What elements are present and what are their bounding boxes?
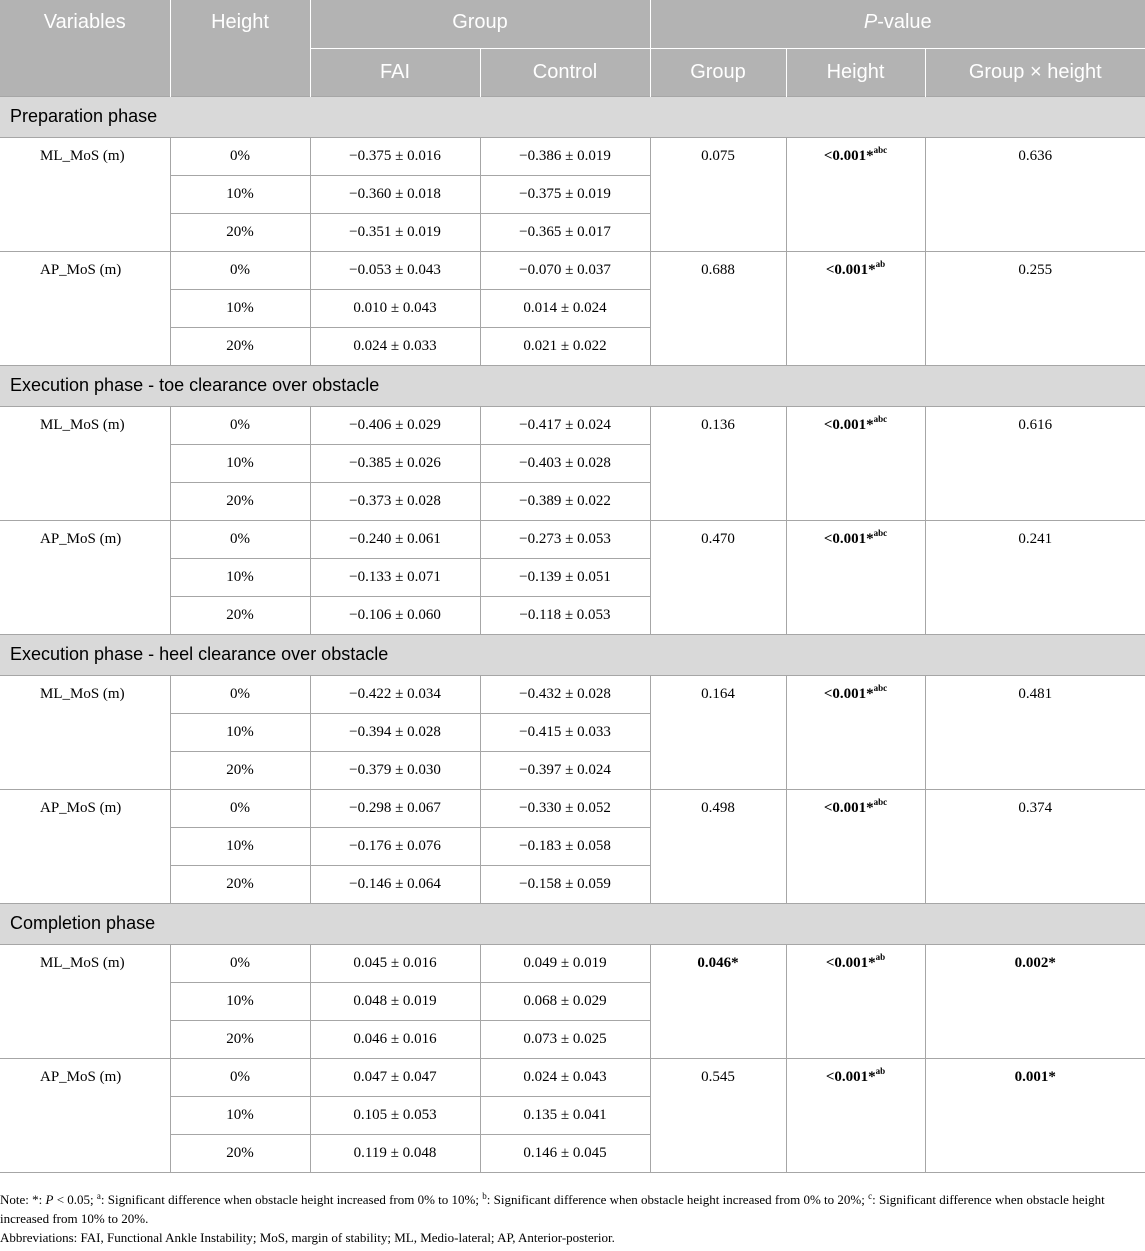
variable-name: AP_MoS (m) xyxy=(0,789,170,903)
header-p-height: Height xyxy=(786,48,925,96)
variable-name: ML_MoS (m) xyxy=(0,944,170,1058)
variable-name: AP_MoS (m) xyxy=(0,251,170,365)
cell-control: 0.021 ± 0.022 xyxy=(480,327,650,365)
cell-height: 20% xyxy=(170,596,310,634)
section-row xyxy=(0,903,1145,944)
section-row xyxy=(0,634,1145,675)
cell-fai: −0.375 ± 0.016 xyxy=(310,137,480,175)
cell-fai: −0.053 ± 0.043 xyxy=(310,251,480,289)
p-group-value: 0.075 xyxy=(650,137,786,251)
p-group-value: 0.136 xyxy=(650,406,786,520)
p-interaction-value: 0.001* xyxy=(925,1058,1145,1172)
table-row xyxy=(0,789,1145,827)
section-title: Execution phase - toe clearance over obstacle xyxy=(0,365,1145,406)
p-group-value: 0.164 xyxy=(650,675,786,789)
p-height-text: <0.001* xyxy=(825,954,876,971)
note-line: Note: *: P < 0.05; $^a$: Significant difference when obstacle height increased from 0% to 10%; $^b$: Significant difference when obstacle height increased from 0% to 20%; $^c$: Significant difference when obstacle height increased from 10% to 20%. xyxy=(0,1191,1105,1226)
cell-fai: −0.240 ± 0.061 xyxy=(310,520,480,558)
cell-control: −0.330 ± 0.052 xyxy=(480,789,650,827)
header-variables: Variables xyxy=(0,0,170,96)
cell-fai: 0.046 ± 0.016 xyxy=(310,1020,480,1058)
p-interaction-value: 0.636 xyxy=(925,137,1145,251)
table-row xyxy=(0,406,1145,444)
cell-height: 20% xyxy=(170,327,310,365)
cell-fai: −0.176 ± 0.076 xyxy=(310,827,480,865)
section-row xyxy=(0,96,1145,137)
cell-height: 0% xyxy=(170,789,310,827)
p-height-text: <0.001* xyxy=(825,261,876,278)
p-height-text: <0.001* xyxy=(823,416,874,433)
p-height-text: <0.001* xyxy=(823,530,874,547)
section-title: Execution phase - heel clearance over obstacle xyxy=(0,634,1145,675)
cell-control: 0.049 ± 0.019 xyxy=(480,944,650,982)
header-p-value xyxy=(650,0,1145,48)
cell-height: 0% xyxy=(170,520,310,558)
cell-fai: −0.146 ± 0.064 xyxy=(310,865,480,903)
table-row xyxy=(0,944,1145,982)
cell-height: 10% xyxy=(170,982,310,1020)
cell-fai: −0.351 ± 0.019 xyxy=(310,213,480,251)
p-height-text: <0.001* xyxy=(823,799,874,816)
cell-control: −0.397 ± 0.024 xyxy=(480,751,650,789)
table-body xyxy=(0,96,1145,1172)
p-height-superscript: ab xyxy=(875,1065,886,1076)
cell-control: −0.183 ± 0.058 xyxy=(480,827,650,865)
cell-height: 10% xyxy=(170,827,310,865)
cell-height: 0% xyxy=(170,944,310,982)
cell-fai: −0.385 ± 0.026 xyxy=(310,444,480,482)
p-height-superscript: abc xyxy=(873,527,888,538)
p-group-value: 0.046* xyxy=(650,944,786,1058)
header-fai: FAI xyxy=(310,48,480,96)
p-group-value: 0.688 xyxy=(650,251,786,365)
cell-control: −0.273 ± 0.053 xyxy=(480,520,650,558)
variable-name: ML_MoS (m) xyxy=(0,675,170,789)
cell-height: 20% xyxy=(170,1134,310,1172)
cell-fai: 0.119 ± 0.048 xyxy=(310,1134,480,1172)
variable-name: ML_MoS (m) xyxy=(0,406,170,520)
abbreviations-line: Abbreviations: FAI, Functional Ankle Instability; MoS, margin of stability; ML, Medio-lateral; AP, Anterior-posterior. xyxy=(0,1230,615,1245)
variable-name: AP_MoS (m) xyxy=(0,1058,170,1172)
cell-fai: 0.047 ± 0.047 xyxy=(310,1058,480,1096)
header-control: Control xyxy=(480,48,650,96)
section-title: Preparation phase xyxy=(0,96,1145,137)
p-height-superscript: abc xyxy=(873,682,888,693)
cell-height: 20% xyxy=(170,213,310,251)
cell-height: 0% xyxy=(170,251,310,289)
p-interaction-value: 0.002* xyxy=(925,944,1145,1058)
p-height-value xyxy=(786,406,925,520)
section-title: Completion phase xyxy=(0,903,1145,944)
header-height: Height xyxy=(170,0,310,96)
cell-fai: −0.106 ± 0.060 xyxy=(310,596,480,634)
cell-control: −0.158 ± 0.059 xyxy=(480,865,650,903)
cell-control: −0.415 ± 0.033 xyxy=(480,713,650,751)
cell-control: −0.403 ± 0.028 xyxy=(480,444,650,482)
header-p-group: Group xyxy=(650,48,786,96)
cell-height: 20% xyxy=(170,1020,310,1058)
cell-height: 10% xyxy=(170,444,310,482)
cell-fai: 0.024 ± 0.033 xyxy=(310,327,480,365)
p-height-value xyxy=(786,251,925,365)
p-interaction-value: 0.481 xyxy=(925,675,1145,789)
cell-control: 0.024 ± 0.043 xyxy=(480,1058,650,1096)
p-height-value xyxy=(786,789,925,903)
cell-control: 0.068 ± 0.029 xyxy=(480,982,650,1020)
p-height-value xyxy=(786,137,925,251)
p-height-text: <0.001* xyxy=(823,685,874,702)
p-interaction-value: 0.241 xyxy=(925,520,1145,634)
cell-fai: 0.048 ± 0.019 xyxy=(310,982,480,1020)
cell-height: 0% xyxy=(170,137,310,175)
cell-height: 10% xyxy=(170,558,310,596)
cell-control: 0.135 ± 0.041 xyxy=(480,1096,650,1134)
p-height-superscript: abc xyxy=(873,413,888,424)
p-interaction-value: 0.616 xyxy=(925,406,1145,520)
cell-fai: 0.010 ± 0.043 xyxy=(310,289,480,327)
cell-height: 0% xyxy=(170,406,310,444)
p-height-value xyxy=(786,520,925,634)
p-height-superscript: abc xyxy=(873,144,888,155)
variable-name: AP_MoS (m) xyxy=(0,520,170,634)
table-notes xyxy=(0,1190,1145,1247)
cell-height: 20% xyxy=(170,482,310,520)
cell-control: −0.389 ± 0.022 xyxy=(480,482,650,520)
p-height-text: <0.001* xyxy=(825,1068,876,1085)
variable-name: ML_MoS (m) xyxy=(0,137,170,251)
p-interaction-value: 0.374 xyxy=(925,789,1145,903)
cell-control: 0.014 ± 0.024 xyxy=(480,289,650,327)
cell-height: 10% xyxy=(170,175,310,213)
cell-fai: −0.394 ± 0.028 xyxy=(310,713,480,751)
p-height-superscript: ab xyxy=(875,951,886,962)
cell-fai: −0.133 ± 0.071 xyxy=(310,558,480,596)
cell-fai: 0.105 ± 0.053 xyxy=(310,1096,480,1134)
cell-fai: −0.373 ± 0.028 xyxy=(310,482,480,520)
cell-control: −0.365 ± 0.017 xyxy=(480,213,650,251)
table-row xyxy=(0,1058,1145,1096)
cell-height: 20% xyxy=(170,865,310,903)
p-height-value xyxy=(786,1058,925,1172)
cell-control: −0.139 ± 0.051 xyxy=(480,558,650,596)
cell-control: 0.146 ± 0.045 xyxy=(480,1134,650,1172)
p-height-value xyxy=(786,944,925,1058)
p-group-value: 0.545 xyxy=(650,1058,786,1172)
cell-control: −0.386 ± 0.019 xyxy=(480,137,650,175)
cell-height: 10% xyxy=(170,713,310,751)
cell-fai: −0.406 ± 0.029 xyxy=(310,406,480,444)
header-p-rest: -value xyxy=(877,11,932,33)
p-height-text: <0.001* xyxy=(823,147,874,164)
p-height-superscript: ab xyxy=(875,258,886,269)
table-row xyxy=(0,137,1145,175)
p-interaction-value: 0.255 xyxy=(925,251,1145,365)
p-height-superscript: abc xyxy=(873,796,888,807)
p-group-value: 0.470 xyxy=(650,520,786,634)
cell-fai: −0.298 ± 0.067 xyxy=(310,789,480,827)
cell-fai: −0.360 ± 0.018 xyxy=(310,175,480,213)
cell-control: −0.375 ± 0.019 xyxy=(480,175,650,213)
cell-height: 0% xyxy=(170,1058,310,1096)
section-row xyxy=(0,365,1145,406)
cell-height: 0% xyxy=(170,675,310,713)
cell-height: 20% xyxy=(170,751,310,789)
cell-control: −0.118 ± 0.053 xyxy=(480,596,650,634)
cell-fai: −0.379 ± 0.030 xyxy=(310,751,480,789)
table-row xyxy=(0,251,1145,289)
table-row xyxy=(0,675,1145,713)
cell-height: 10% xyxy=(170,289,310,327)
cell-control: 0.073 ± 0.025 xyxy=(480,1020,650,1058)
p-height-value xyxy=(786,675,925,789)
table-row xyxy=(0,520,1145,558)
header-p-letter: P xyxy=(863,11,878,33)
header-p-interaction: Group × height xyxy=(925,48,1145,96)
cell-height: 10% xyxy=(170,1096,310,1134)
cell-fai: 0.045 ± 0.016 xyxy=(310,944,480,982)
cell-fai: −0.422 ± 0.034 xyxy=(310,675,480,713)
header-group: Group xyxy=(310,0,650,48)
cell-control: −0.417 ± 0.024 xyxy=(480,406,650,444)
cell-control: −0.070 ± 0.037 xyxy=(480,251,650,289)
cell-control: −0.432 ± 0.028 xyxy=(480,675,650,713)
p-group-value: 0.498 xyxy=(650,789,786,903)
